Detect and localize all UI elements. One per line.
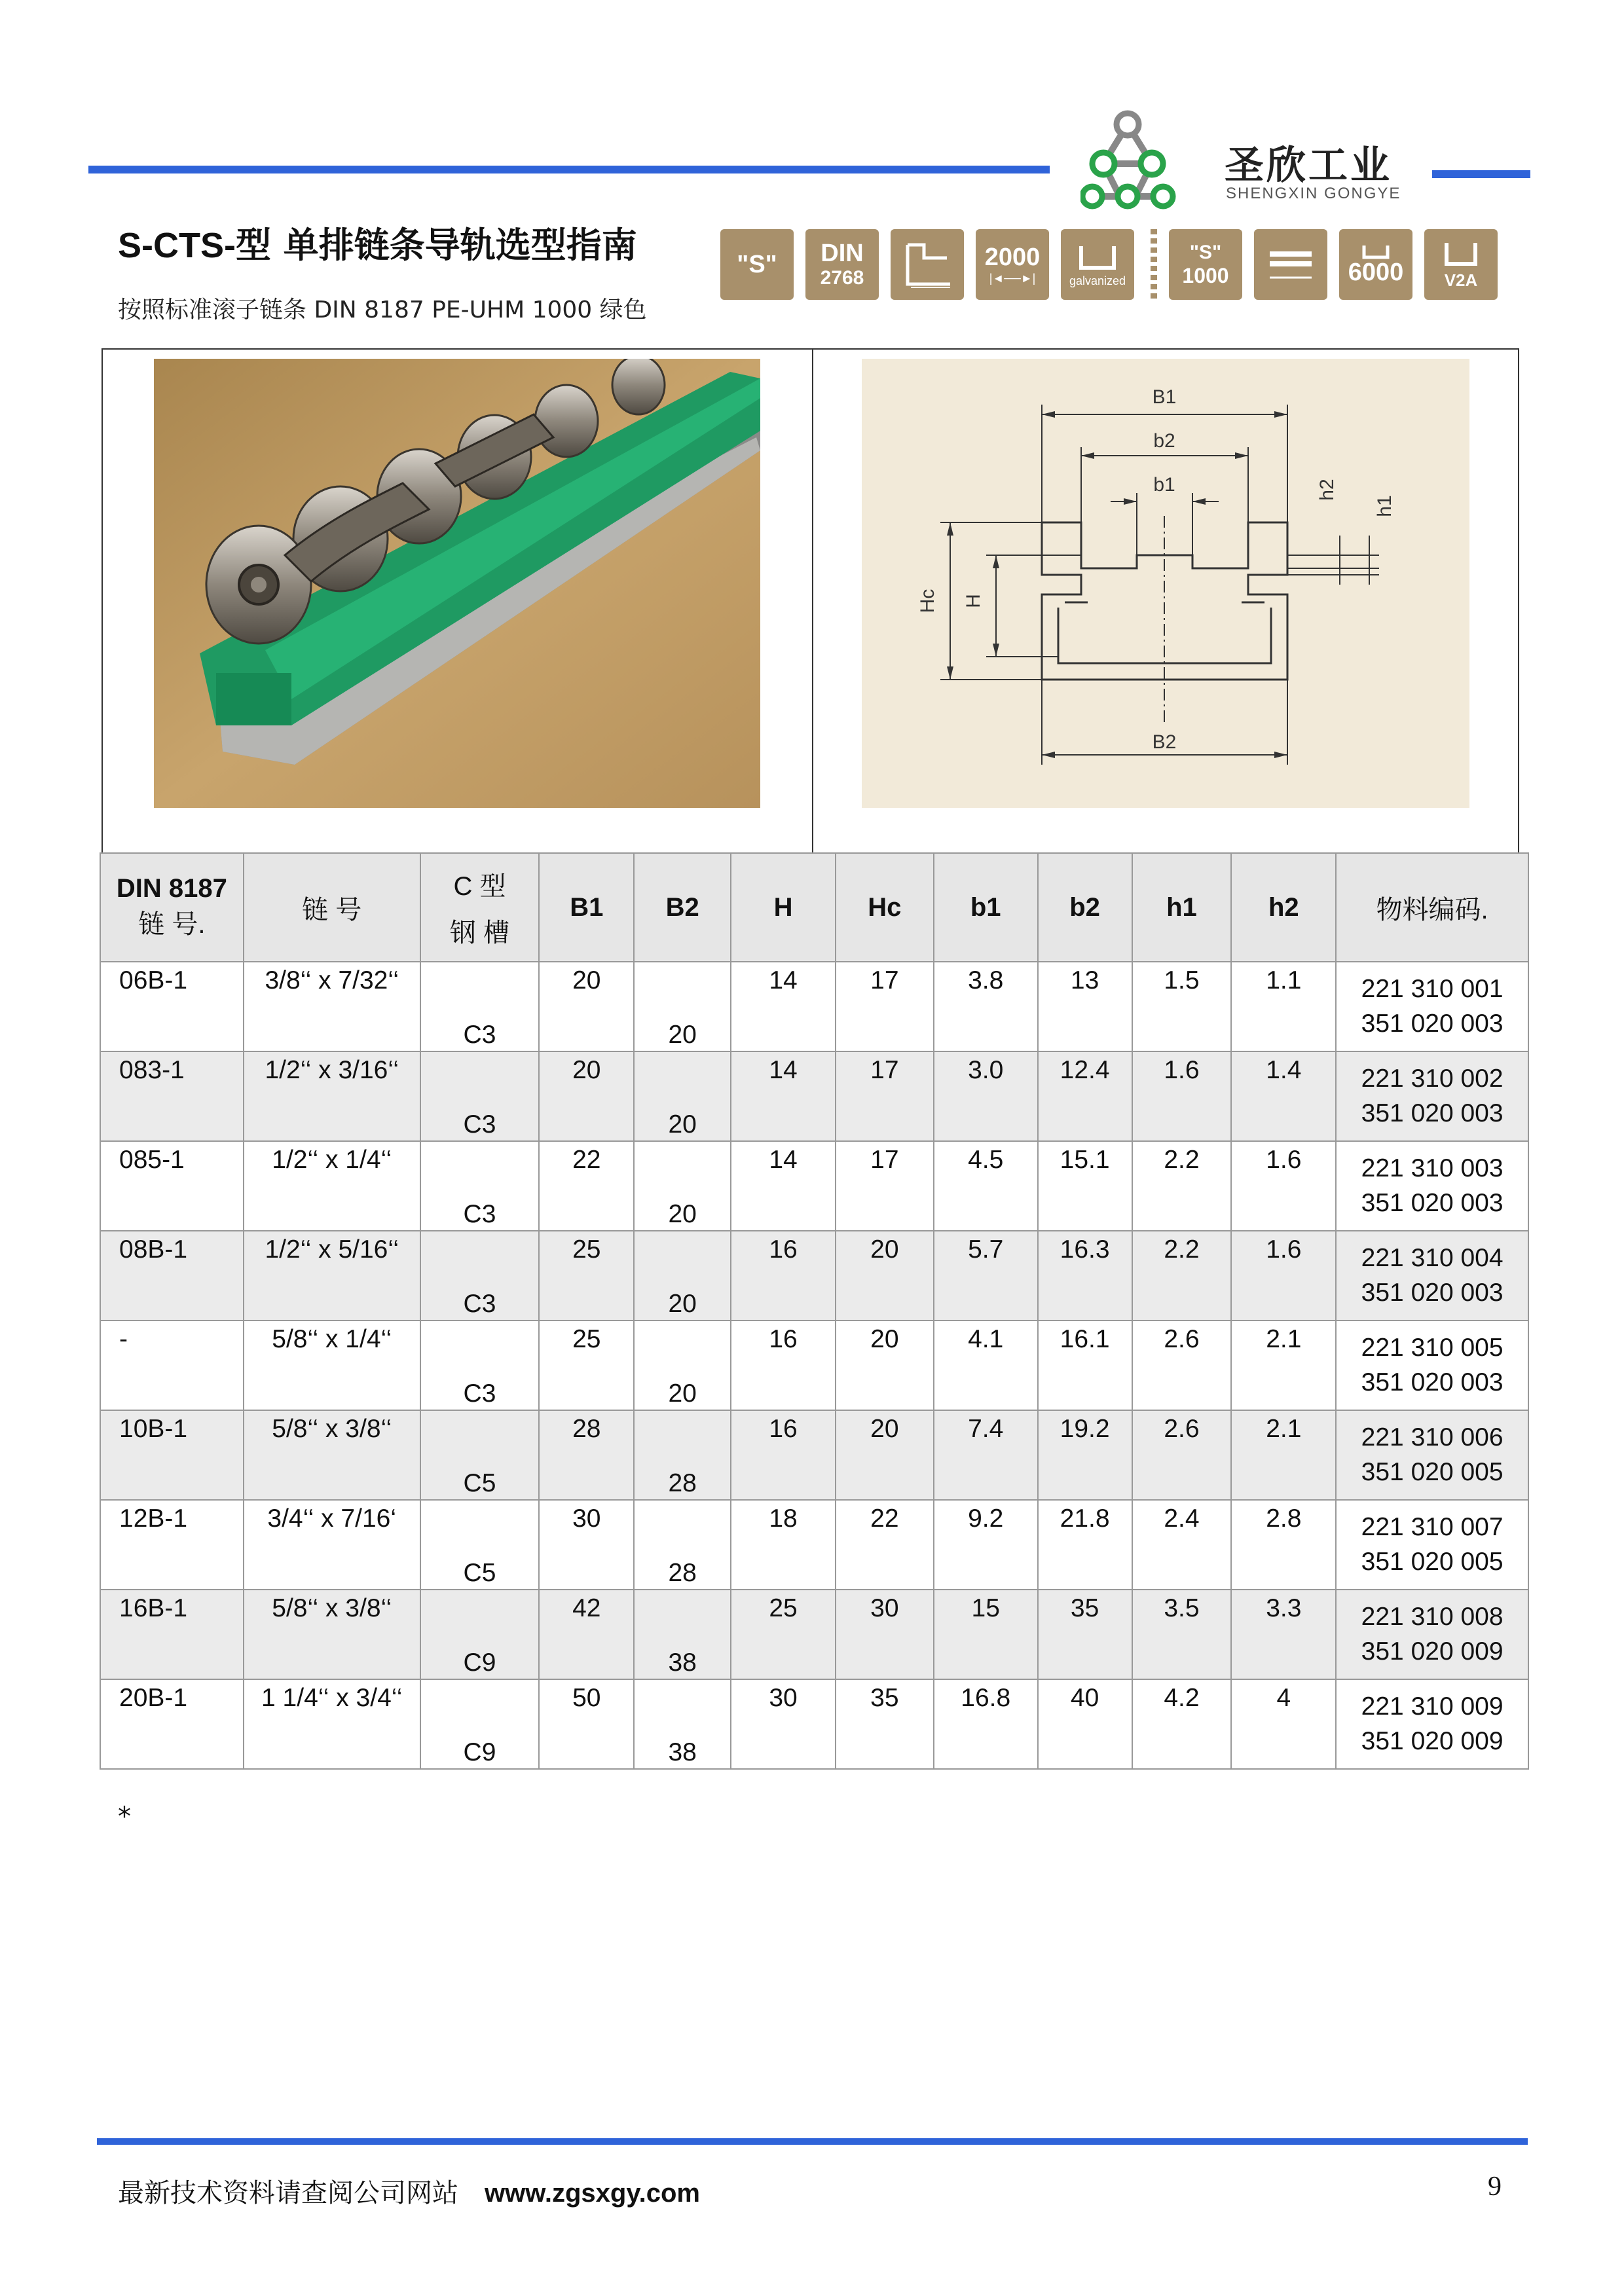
cell-c: C5 — [420, 1410, 540, 1500]
material-code-primary: 221 310 004 — [1361, 1243, 1504, 1272]
col-header-din: DIN 8187 链 号. — [100, 853, 244, 962]
cell-hc: 35 — [836, 1679, 934, 1769]
table-row — [100, 1679, 1528, 1769]
cell-h2: 2.1 — [1231, 1410, 1336, 1500]
profile-section-badge — [891, 229, 964, 300]
cell-b1: 20 — [539, 962, 634, 1051]
cell-b1: 25 — [539, 1231, 634, 1321]
col-header-h1: h1 — [1132, 853, 1232, 962]
table-row — [100, 1410, 1528, 1500]
cell-b2: 20 — [634, 1231, 731, 1321]
cell-c: C3 — [420, 1231, 540, 1321]
material-code-primary: 221 310 005 — [1361, 1333, 1504, 1362]
cell-b1: 5.7 — [934, 1231, 1038, 1321]
cell-b2: 20 — [634, 1141, 731, 1231]
dim-label-B1: B1 — [1152, 386, 1177, 408]
cell-hc: 20 — [836, 1410, 934, 1500]
cell-c: C9 — [420, 1590, 540, 1679]
cell-h: 14 — [731, 962, 836, 1051]
cell-material-code — [1336, 1500, 1528, 1590]
cell-h2: 3.3 — [1231, 1590, 1336, 1679]
material-code-channel: 351 020 003 — [1361, 1009, 1504, 1038]
logo-english-name: SHENGXIN GONGYE — [1226, 185, 1401, 202]
length-bar-icon — [1264, 242, 1317, 287]
table-row — [100, 1321, 1528, 1410]
s-profile-badge: "S" — [720, 229, 794, 300]
cell-b1: 4.5 — [934, 1141, 1038, 1231]
cell-b2: 21.8 — [1038, 1500, 1132, 1590]
cell-b2: 38 — [634, 1590, 731, 1679]
length-6000-badge: 6000 — [1339, 229, 1412, 300]
cell-h2: 1.6 — [1231, 1231, 1336, 1321]
cell-b1: 30 — [539, 1500, 634, 1590]
material-code-channel: 351 020 009 — [1361, 1637, 1504, 1666]
cell-b2: 20 — [634, 1321, 731, 1410]
cell-h1: 4.2 — [1132, 1679, 1232, 1769]
cell-h: 25 — [731, 1590, 836, 1679]
dim-label-H: H — [963, 594, 984, 608]
material-code-channel: 351 020 009 — [1361, 1726, 1504, 1755]
material-code-primary: 221 310 002 — [1361, 1064, 1504, 1093]
din-badge: DIN 2768 — [805, 229, 879, 300]
cell-b1: 50 — [539, 1679, 634, 1769]
cell-hc: 17 — [836, 1141, 934, 1231]
cell-b2: 35 — [1038, 1590, 1132, 1679]
cell-b2: 40 — [1038, 1679, 1132, 1769]
cell-chain: 1/2‘‘ x 5/16‘‘ — [244, 1231, 420, 1321]
cell-din: 08B-1 — [100, 1231, 244, 1321]
footer-text: 最新技术资料请查阅公司网站 — [118, 2178, 458, 2208]
cell-h2: 4 — [1231, 1679, 1336, 1769]
table-row — [100, 1231, 1528, 1321]
table-row — [100, 962, 1528, 1051]
page-number: 9 — [1488, 2172, 1502, 2202]
col-header-b2: b2 — [1038, 853, 1132, 962]
header-rule-left — [88, 166, 1050, 173]
cell-h1: 2.6 — [1132, 1410, 1232, 1500]
cell-din: 083-1 — [100, 1051, 244, 1141]
cell-material-code — [1336, 1141, 1528, 1231]
col-header-h2: h2 — [1231, 853, 1336, 962]
material-code-primary: 221 310 007 — [1361, 1512, 1504, 1541]
material-code-channel: 351 020 005 — [1361, 1457, 1504, 1486]
cell-b1: 7.4 — [934, 1410, 1038, 1500]
table-row — [100, 1500, 1528, 1590]
material-code-primary: 221 310 009 — [1361, 1692, 1504, 1721]
material-code-primary: 221 310 008 — [1361, 1602, 1504, 1631]
cell-h: 14 — [731, 1051, 836, 1141]
v2a-badge: V2A — [1424, 229, 1498, 300]
table-row — [100, 1051, 1528, 1141]
col-header-chain: 链 号 — [244, 853, 420, 962]
cell-hc: 17 — [836, 1051, 934, 1141]
cell-chain: 5/8‘‘ x 3/8‘‘ — [244, 1590, 420, 1679]
page-title — [118, 217, 637, 268]
dim-label-B2: B2 — [1152, 731, 1177, 753]
cell-material-code — [1336, 1051, 1528, 1141]
col-header-code: 物料编码. — [1336, 853, 1528, 962]
col-header-Hc: Hc — [836, 853, 934, 962]
cell-material-code — [1336, 1679, 1528, 1769]
cell-hc: 30 — [836, 1590, 934, 1679]
col-header-c-channel: C 型 钢 槽 — [420, 853, 540, 962]
cell-hc: 22 — [836, 1500, 934, 1590]
material-code-channel: 351 020 005 — [1361, 1547, 1504, 1576]
s-1000-badge: "S" 1000 — [1169, 229, 1242, 300]
table-row — [100, 1141, 1528, 1231]
cell-din: 20B-1 — [100, 1679, 244, 1769]
cell-b1: 15 — [934, 1590, 1038, 1679]
cell-h: 16 — [731, 1321, 836, 1410]
channel-small-icon — [1356, 244, 1395, 260]
cell-b1: 22 — [539, 1141, 634, 1231]
cell-h1: 2.2 — [1132, 1141, 1232, 1231]
material-code-primary: 221 310 001 — [1361, 974, 1504, 1003]
page-subtitle: 按照标准滚子链条 DIN 8187 PE-UHM 1000 绿色 — [118, 297, 647, 323]
cell-b1: 4.1 — [934, 1321, 1038, 1410]
cell-chain: 3/4‘‘ x 7/16‘ — [244, 1500, 420, 1590]
material-code-channel: 351 020 003 — [1361, 1278, 1504, 1307]
channel-icon — [1075, 243, 1120, 272]
chain-guide-photo — [154, 359, 760, 808]
cell-h1: 2.2 — [1132, 1231, 1232, 1321]
cell-material-code — [1336, 1590, 1528, 1679]
cell-b2: 19.2 — [1038, 1410, 1132, 1500]
cell-din: 16B-1 — [100, 1590, 244, 1679]
cell-b1: 28 — [539, 1410, 634, 1500]
dim-label-b1-upper: b1 — [1153, 474, 1175, 496]
cell-c: C3 — [420, 1051, 540, 1141]
cell-hc: 17 — [836, 962, 934, 1051]
footer-note — [118, 2172, 700, 2210]
cell-h: 30 — [731, 1679, 836, 1769]
company-website-link[interactable]: www.zgsxgy.com — [485, 2179, 700, 2208]
cell-h1: 3.5 — [1132, 1590, 1232, 1679]
col-header-B1: B1 — [539, 853, 634, 962]
cell-h: 16 — [731, 1410, 836, 1500]
badge-separator — [1151, 229, 1157, 300]
cell-material-code — [1336, 1231, 1528, 1321]
cell-b1: 16.8 — [934, 1679, 1038, 1769]
cell-h1: 2.6 — [1132, 1321, 1232, 1410]
length-bar-badge — [1254, 229, 1327, 300]
footnote-marker: * — [118, 1802, 131, 1832]
cell-h2: 1.4 — [1231, 1051, 1336, 1141]
cell-chain: 3/8‘‘ x 7/32‘‘ — [244, 962, 420, 1051]
cell-c: C3 — [420, 1321, 540, 1410]
cell-c: C3 — [420, 962, 540, 1051]
cell-c: C3 — [420, 1141, 540, 1231]
cell-h2: 1.6 — [1231, 1141, 1336, 1231]
cell-din: 06B-1 — [100, 962, 244, 1051]
title-rest: 型 单排链条导轨选型指南 — [235, 225, 637, 266]
cell-h: 14 — [731, 1141, 836, 1231]
material-code-channel: 351 020 003 — [1361, 1188, 1504, 1217]
header-rule-right — [1432, 170, 1530, 178]
dim-label-h1: h1 — [1374, 495, 1395, 517]
cell-chain: 5/8‘‘ x 1/4‘‘ — [244, 1321, 420, 1410]
footer-rule — [97, 2138, 1528, 2145]
cell-h: 18 — [731, 1500, 836, 1590]
cell-b2: 20 — [634, 962, 731, 1051]
material-code-channel: 351 020 003 — [1361, 1099, 1504, 1127]
cell-din: 10B-1 — [100, 1410, 244, 1500]
cell-h2: 2.1 — [1231, 1321, 1336, 1410]
cell-chain: 1/2‘‘ x 3/16‘‘ — [244, 1051, 420, 1141]
cell-h1: 1.5 — [1132, 962, 1232, 1051]
cell-material-code — [1336, 1410, 1528, 1500]
cell-b1: 42 — [539, 1590, 634, 1679]
cell-chain: 1/2‘‘ x 1/4‘‘ — [244, 1141, 420, 1231]
cell-material-code — [1336, 1321, 1528, 1410]
col-header-H: H — [731, 853, 836, 962]
channel-v2a-icon — [1440, 240, 1482, 269]
cell-chain: 1 1/4‘‘ x 3/4‘‘ — [244, 1679, 420, 1769]
cell-c: C9 — [420, 1679, 540, 1769]
cell-b1: 20 — [539, 1051, 634, 1141]
col-header-b1: b1 — [934, 853, 1038, 962]
cell-b2: 20 — [634, 1051, 731, 1141]
cell-h1: 2.4 — [1132, 1500, 1232, 1590]
galvanized-badge: galvanized — [1061, 229, 1134, 300]
cell-b2: 12.4 — [1038, 1051, 1132, 1141]
dim-label-h2: h2 — [1316, 479, 1338, 501]
cell-b2: 28 — [634, 1500, 731, 1590]
cell-b1: 25 — [539, 1321, 634, 1410]
cell-b1: 3.8 — [934, 962, 1038, 1051]
cell-chain: 5/8‘‘ x 3/8‘‘ — [244, 1410, 420, 1500]
cell-h1: 1.6 — [1132, 1051, 1232, 1141]
dim-label-b2: b2 — [1153, 430, 1175, 452]
table-header-row — [100, 853, 1528, 962]
cell-material-code — [1336, 962, 1528, 1051]
cell-b2: 38 — [634, 1679, 731, 1769]
cell-b2: 16.1 — [1038, 1321, 1132, 1410]
dim-label-Hc: Hc — [917, 589, 938, 613]
profile-dimension-drawing — [862, 359, 1469, 808]
cell-hc: 20 — [836, 1321, 934, 1410]
cell-din: - — [100, 1321, 244, 1410]
cell-b2: 16.3 — [1038, 1231, 1132, 1321]
cell-b2: 28 — [634, 1410, 731, 1500]
spec-table — [100, 852, 1529, 1770]
cell-b2: 15.1 — [1038, 1141, 1132, 1231]
cell-b2: 13 — [1038, 962, 1132, 1051]
cell-din: 12B-1 — [100, 1500, 244, 1590]
title-prefix: S-CTS- — [118, 226, 236, 265]
cell-h: 16 — [731, 1231, 836, 1321]
logo-chinese-name: 圣欣工业 — [1225, 143, 1392, 189]
length-2000-badge: 2000 |◄──►| — [976, 229, 1049, 300]
profile-section-icon — [898, 238, 957, 291]
cell-b1: 3.0 — [934, 1051, 1038, 1141]
cell-b1: 9.2 — [934, 1500, 1038, 1590]
cell-h2: 1.1 — [1231, 962, 1336, 1051]
cell-hc: 20 — [836, 1231, 934, 1321]
cell-din: 085-1 — [100, 1141, 244, 1231]
material-code-primary: 221 310 006 — [1361, 1423, 1504, 1451]
material-code-channel: 351 020 003 — [1361, 1368, 1504, 1396]
table-row — [100, 1590, 1528, 1679]
cell-c: C5 — [420, 1500, 540, 1590]
figure-divider — [812, 348, 813, 854]
col-header-B2: B2 — [634, 853, 731, 962]
material-code-primary: 221 310 003 — [1361, 1154, 1504, 1182]
cell-h2: 2.8 — [1231, 1500, 1336, 1590]
